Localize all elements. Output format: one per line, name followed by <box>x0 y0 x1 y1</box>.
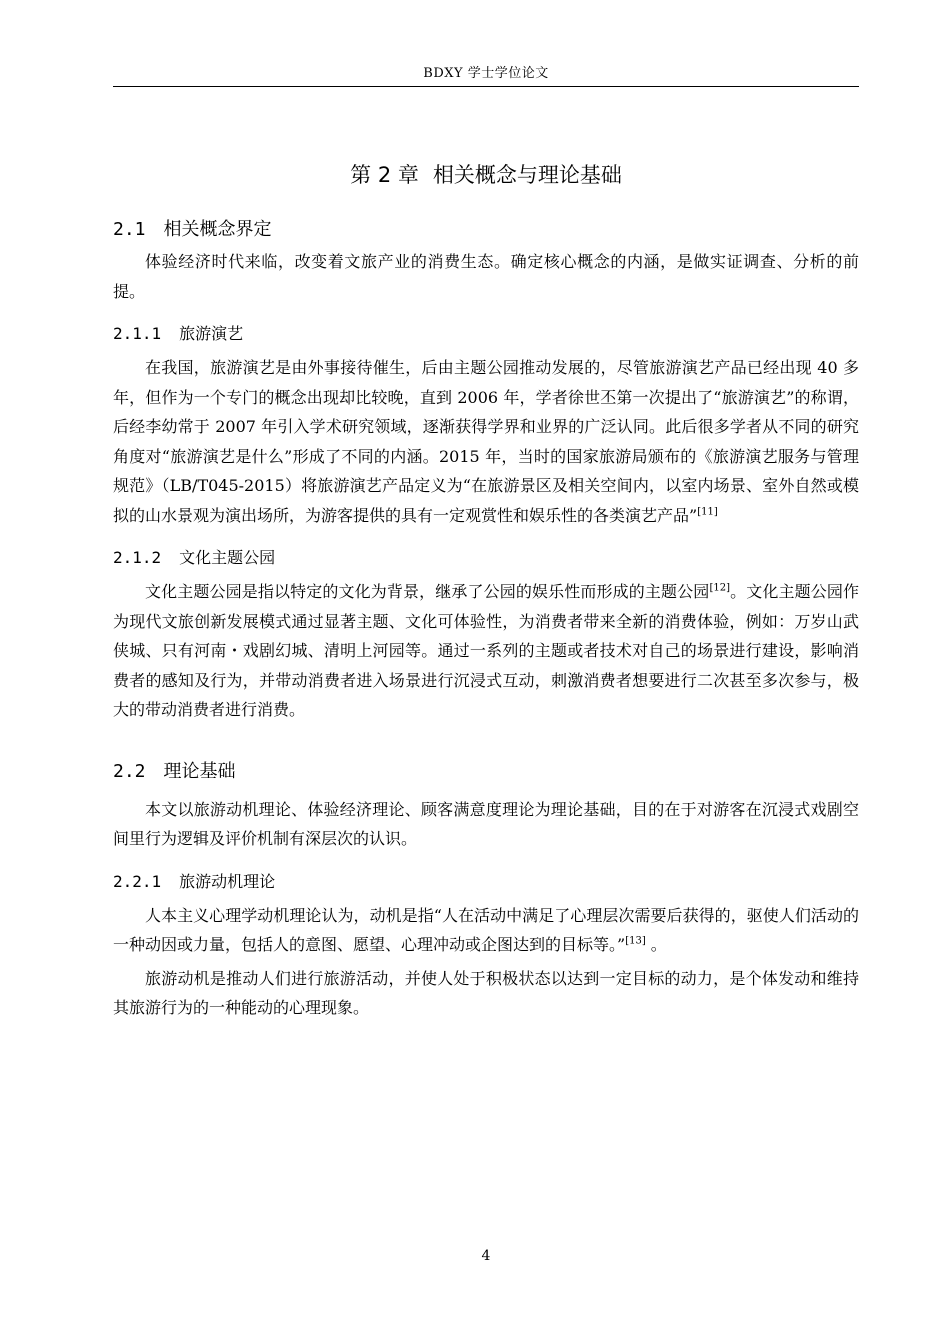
paragraph: 本文以旅游动机理论、体验经济理论、顾客满意度理论为理论基础，目的在于对游客在沉浸式戏剧空间里行为逻辑及评价机制有深层次的认识。 <box>113 799 859 848</box>
page-header: BDXY 学士学位论文 <box>423 66 549 81</box>
header-divider <box>113 86 859 87</box>
section-heading-2-1 <box>113 217 859 243</box>
section-title: 理论基础 <box>163 760 236 782</box>
paragraph <box>113 353 859 530</box>
paragraph: 体验经济时代来临，改变着文旅产业的消费生态。确定核心概念的内涵，是做实证调查、分析的前提。 <box>113 252 859 301</box>
citation: [13] <box>625 935 646 947</box>
page-content <box>113 155 859 1023</box>
section-heading-2-1-2 <box>113 546 859 570</box>
section-number: 2.1.1 <box>113 324 162 343</box>
page-number: 4 <box>481 1248 491 1264</box>
section-title: 旅游动机理论 <box>179 871 276 891</box>
section-title: 相关概念界定 <box>163 219 272 240</box>
paragraph-text: 在我国，旅游演艺是由外事接待催生，后由主题公园推动发展的，尽管旅游演艺产品已经出现 40 多年，但作为一个专门的概念出现却比较晚，直到 2006 年，学者徐世丕第一次提出了“旅游演艺”的称谓，后经李幼常于 2007 年引入学术研究领域，逐渐获得学界和业界的广泛认同。此后很多学者从不同的研究角度对“旅游演艺是什么”形成了不同的内涵。2015 年，当时的国家旅游局颁布的《旅游演艺服务与管理规范》（LB/T045-2015）将旅游演艺产品定义为“在旅游景区及相关空间内，以室内场景、室外自然或模拟的山水景观为演出场所，为游客提供的具有一定观赏性和娱乐性的各类演艺产品” <box>113 358 859 525</box>
chapter-number: 第 2 章 <box>350 163 419 187</box>
paragraph <box>113 901 859 960</box>
paragraph <box>113 577 859 725</box>
chapter-title <box>113 155 859 195</box>
section-number: 2.1 <box>113 219 146 240</box>
section-number: 2.2.1 <box>113 871 162 891</box>
chapter-title-text: 相关概念与理论基础 <box>432 163 622 187</box>
section-title: 旅游演艺 <box>179 324 244 343</box>
section-heading-2-1-1 <box>113 322 859 346</box>
citation: [12] <box>709 582 730 594</box>
section-title: 文化主题公园 <box>179 548 276 567</box>
section-number: 2.2 <box>113 760 146 782</box>
paragraph: 旅游动机是推动人们进行旅游活动，并使人处于积极状态以达到一定目标的动力，是个体发动和维持其旅游行为的一种能动的心理现象。 <box>113 968 859 1017</box>
paragraph-text: 文化主题公园是指以特定的文化为背景，继承了公园的娱乐性而形成的主题公园 <box>145 582 710 601</box>
citation: [11] <box>697 506 718 518</box>
section-number: 2.1.2 <box>113 548 162 567</box>
section-heading-2-2 <box>113 759 859 785</box>
section-heading-2-2-1 <box>113 870 859 894</box>
paragraph-text: 。文化主题公园作为现代文旅创新发展模式通过显著主题、文化可体验性，为消费者带来全新的消费体验，例如：万岁山武侠城、只有河南・戏剧幻城、清明上河园等。通过一系列的主题或者技术对自己的场景进行建设，影响消费者的感知及行为，并带动消费者进入场景进行沉浸式互动，刺激消费者想要进行二次甚至多次参与，极大的带动消费者进行消费。 <box>113 582 859 719</box>
paragraph-text: 。 <box>645 935 667 954</box>
paragraph-text: 人本主义心理学动机理论认为，动机是指“人在活动中满足了心理层次需要后获得的，驱使人们活动的一种动因或力量，包括人的意图、愿望、心理冲动或企图达到的目标等。” <box>113 905 859 954</box>
